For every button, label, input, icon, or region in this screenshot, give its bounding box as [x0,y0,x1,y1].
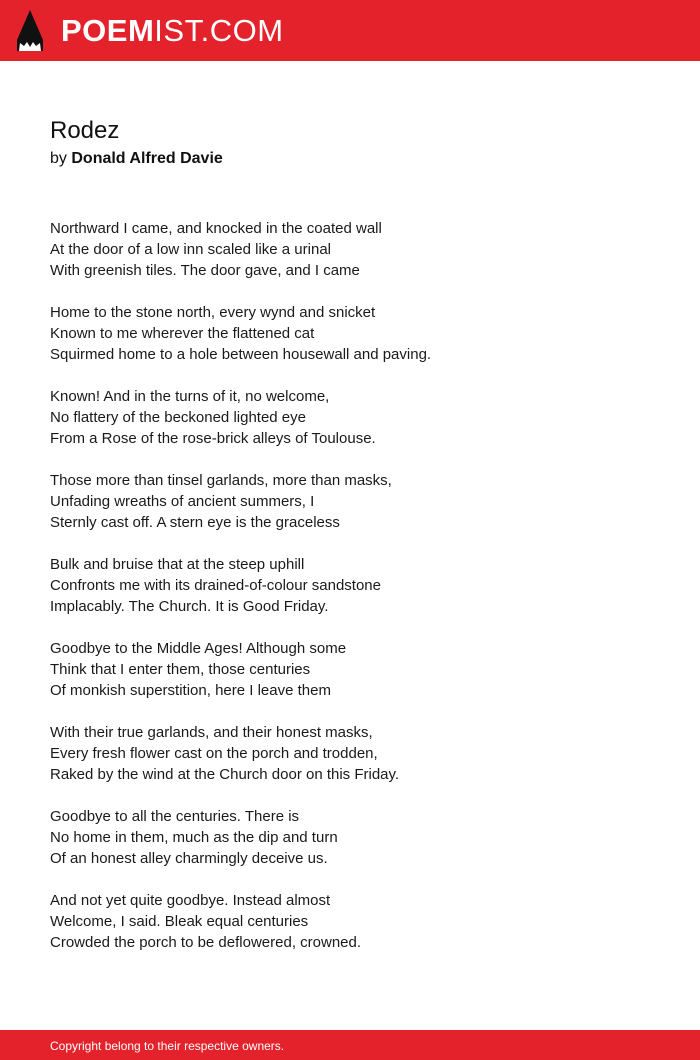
poem-line: Known to me wherever the flattened cat [50,325,315,342]
brand-bold-text: POEM [61,13,155,48]
poem-line: Sternly cast off. A stern eye is the graceless [50,514,340,531]
poem-line: Welcome, I said. Bleak equal centuries [50,913,309,930]
poem-line: Squirmed home to a hole between housewall and paving. [50,346,432,363]
copyright-notice: Copyright belong to their respective owners. [50,1039,285,1053]
poem-line: Those more than tinsel garlands, more than masks, [50,472,392,489]
poem-line: Unfading wreaths of ancient summers, I [50,493,315,510]
poem-line: Of monkish superstition, here I leave them [50,682,331,699]
poem-stanza [50,470,670,533]
poem-line: With their true garlands, and their honest masks, [50,724,373,741]
author-name: Donald Alfred Davie [71,150,223,167]
poem-stanza [50,638,670,701]
site-logo[interactable] [61,13,284,49]
poem-line: And not yet quite goodbye. Instead almost [50,892,331,909]
poem-line: Crowded the porch to be deflowered, crowned. [50,934,362,951]
poem-stanza [50,218,670,281]
poem-line: Known! And in the turns of it, no welcome, [50,388,330,405]
poem-stanza [50,386,670,449]
poem-line: Northward I came, and knocked in the coated wall [50,220,382,237]
by-label: by [50,150,67,167]
poem-line: Goodbye to all the centuries. There is [50,808,300,825]
poem-stanza [50,806,670,869]
poem-line: Raked by the wind at the Church door on this Friday. [50,766,400,783]
poem-line: Goodbye to the Middle Ages! Although some [50,640,347,657]
poem-line: Implacably. The Church. It is Good Friday. [50,598,329,615]
poem-line: Confronts me with its drained-of-colour sandstone [50,577,381,594]
poem-stanza [50,302,670,365]
byline [50,148,223,170]
poem-line: Bulk and bruise that at the steep uphill [50,556,305,573]
poem-line: No home in them, much as the dip and turn [50,829,338,846]
poem-line: Home to the stone north, every wynd and snicket [50,304,376,321]
poem-line: With greenish tiles. The door gave, and I came [50,262,360,279]
pencil-tip-icon[interactable] [17,10,43,51]
poem-line: Think that I enter them, those centuries [50,661,311,678]
site-footer [0,1030,700,1060]
poem-title: Rodez [50,117,120,144]
poem-stanza [50,890,670,953]
poem-body [50,218,670,974]
poem-stanza [50,554,670,617]
poem-stanza [50,722,670,785]
poem-line: No flattery of the beckoned lighted eye [50,409,306,426]
poem-line: Every fresh flower cast on the porch and trodden, [50,745,378,762]
poem-line: At the door of a low inn scaled like a urinal [50,241,331,258]
poem-line: Of an honest alley charmingly deceive us. [50,850,328,867]
site-header [0,0,700,61]
brand-light-text: IST.COM [154,13,284,48]
poem-line: From a Rose of the rose-brick alleys of Toulouse. [50,430,376,447]
